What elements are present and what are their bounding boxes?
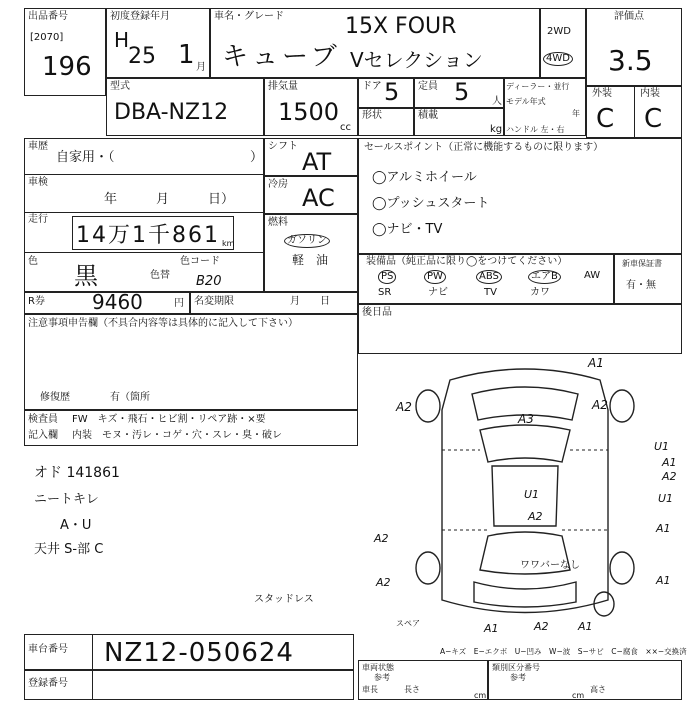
grade-divider [634,86,635,138]
divider [24,174,264,175]
model-year-label: モデル年式 [506,97,546,106]
color-label: 色 [28,256,38,267]
damage-mark: A1 [578,620,593,633]
grade-line1: 15X FOUR [345,14,457,39]
car-name: キューブ [222,42,341,72]
dealer-label: ディーラー・並行 [506,82,570,91]
inspector-label: 検査員 [28,414,58,425]
legend: A−キズ E−エクボ U−凹み W−波 S−サビ C−腐食 ××−交換済 [440,647,687,656]
lot-code: [2070] [30,32,64,43]
history-value: 自家用・（ [56,150,115,165]
cm-unit: cm [474,691,487,700]
equipment-title: 装備品（純正品に限り◯をつけてください） [366,256,568,267]
damage-mark: A1 [662,456,677,469]
box1-label: 車両状態 [362,663,394,672]
interior-label: 内装 [640,88,660,99]
shift: AT [302,148,332,176]
repair-value: 有（箇所 [110,392,150,403]
scratch-note: ワワバーなし [520,560,580,571]
sales-item: ◯ナビ・TV [372,222,443,237]
equip-abs: ABS [476,270,502,284]
capacity: 5 [454,78,470,106]
sales-item: ◯アルミホイール [372,170,477,185]
shift-label: シフト [268,141,298,152]
damage-mark: A1 [656,522,671,535]
note-line: A・U [60,518,92,533]
damage-mark: A2 [528,510,543,523]
damage-mark: A2 [374,532,389,545]
doors: 5 [384,78,400,106]
note-line: ニートキレ [34,492,99,507]
equip-aw: AW [584,270,601,281]
equip-tv: TV [484,287,497,298]
lot-number: 196 [42,52,92,82]
chassis-number: NZ12-050624 [104,638,294,668]
damage-mark: A1 [588,356,604,370]
history-label: 車歴 [28,141,48,152]
after-seat-label: 後日品 [362,307,392,318]
damage-mark: A2 [662,470,677,483]
lot-label: 出品番号 [28,11,68,22]
year: 25 [128,44,156,69]
color-change-label: 色替 [150,270,170,281]
reg-box [24,670,354,700]
ac-label: 冷房 [268,179,288,190]
sales-title: セールスポイント（正常に機能するものに限ります） [364,142,604,153]
equip-ps: PS [378,270,396,284]
year-unit: 年 [572,109,580,118]
dim2-label: 長さ [404,685,420,694]
grade-line2: Vセレクション [350,48,483,72]
mileage: 14万1千861 [76,223,220,248]
inspect-line1: FW キズ・飛石・ヒビ割・リペア跡・×要 [72,414,266,425]
load-label: 積載 [418,110,438,121]
exterior-grade: C [596,104,615,134]
record-label: 記入欄 [28,430,58,441]
score-label: 評価点 [614,11,644,22]
r-label: R券 [28,296,45,307]
damage-mark: U1 [524,488,540,501]
capacity-unit: 人 [492,96,502,107]
damage-mark: A2 [396,400,412,414]
shape-label: 形状 [362,110,382,121]
damage-mark: A2 [534,620,549,633]
box2-value: 参考 [510,673,526,682]
damage-mark: U1 [658,492,674,505]
warranty-label: 新車保証書 [622,259,662,268]
km-unit: km [222,239,235,248]
cc-unit: cc [340,122,351,133]
box2-label: 類別区分番号 [492,663,540,672]
note-line: オド 141861 [34,465,120,481]
equip-leather: カワ [530,287,550,298]
chassis-label: 車台番号 [28,644,68,655]
color: 黒 [74,262,98,290]
caution-label: 注意事項申告欄（不具合内容等は具体的に記入して下さい） [28,318,298,329]
name-grade-label: 車名・グレード [214,11,284,22]
month: 1 [178,40,195,70]
equip-sr: SR [378,287,392,298]
capacity-label: 定員 [418,81,438,92]
mileage-label: 走行 [28,214,48,225]
damage-mark: A1 [484,622,499,635]
era: H [114,28,130,52]
inspection-label: 車検 [28,177,48,188]
color-code-label: 色コード [180,256,220,267]
fuel-gas: ガソリン [284,234,330,248]
drive-box [540,8,586,78]
yen-unit: 円 [174,298,184,309]
r-value: 9460 [92,290,143,314]
divider [24,212,264,213]
displacement-label: 排気量 [268,81,298,92]
sales-item: ◯プッシュスタート [372,196,490,211]
warranty-value: 有・無 [626,280,656,291]
divider [24,252,264,253]
history-close: ） [250,150,264,165]
repair-label: 修復歴 [40,392,70,403]
month-unit: 月 [196,62,206,73]
first-reg-label: 初度登録年月 [110,11,170,22]
equip-pw: PW [424,270,446,284]
exterior-label: 外装 [592,88,612,99]
handle-label: ハンドル 左・右 [506,125,565,134]
score: 3.5 [608,44,653,77]
fuel-label: 燃料 [268,217,288,228]
displacement: 1500 [278,98,340,126]
dim1-label: 車長 [362,685,378,694]
inspection-value: 年 月 日） [104,192,235,207]
model: DBA-NZ12 [114,100,229,125]
fuel-diesel: 軽 油 [292,253,329,267]
box1-value: 参考 [374,673,390,682]
dim3-label: 高さ [590,685,606,694]
inspect-line2: 内装 モヌ・汚レ・コゲ・穴・スレ・臭・破レ [72,430,282,441]
damage-mark: U1 [654,440,670,453]
note-line: 天井 S-部 C [34,542,104,557]
model-label: 型式 [110,81,130,92]
equip-airbag: エアB [528,270,561,284]
cm-unit: cm [572,691,585,700]
drive-4wd: 4WD [543,52,573,66]
spare-label: スペア [396,619,420,628]
drive-2wd: 2WD [547,26,571,37]
ac: AC [302,184,335,212]
color-code: B20 [196,274,222,289]
damage-mark: A3 [518,412,534,426]
damage-mark: A2 [376,576,391,589]
damage-mark: A1 [656,574,671,587]
doors-label: ドア [362,81,382,92]
reg-label: 登録番号 [28,678,68,689]
studless-note: スタッドレス [254,594,314,605]
equip-navi: ナビ [428,287,448,298]
damage-mark: A2 [592,398,608,412]
name-change-label: 名変期限 [194,296,234,307]
kg-unit: kg [490,124,503,135]
name-change-value: 月 日 [290,296,330,307]
interior-grade: C [644,104,663,134]
after-seat-box [358,304,682,354]
